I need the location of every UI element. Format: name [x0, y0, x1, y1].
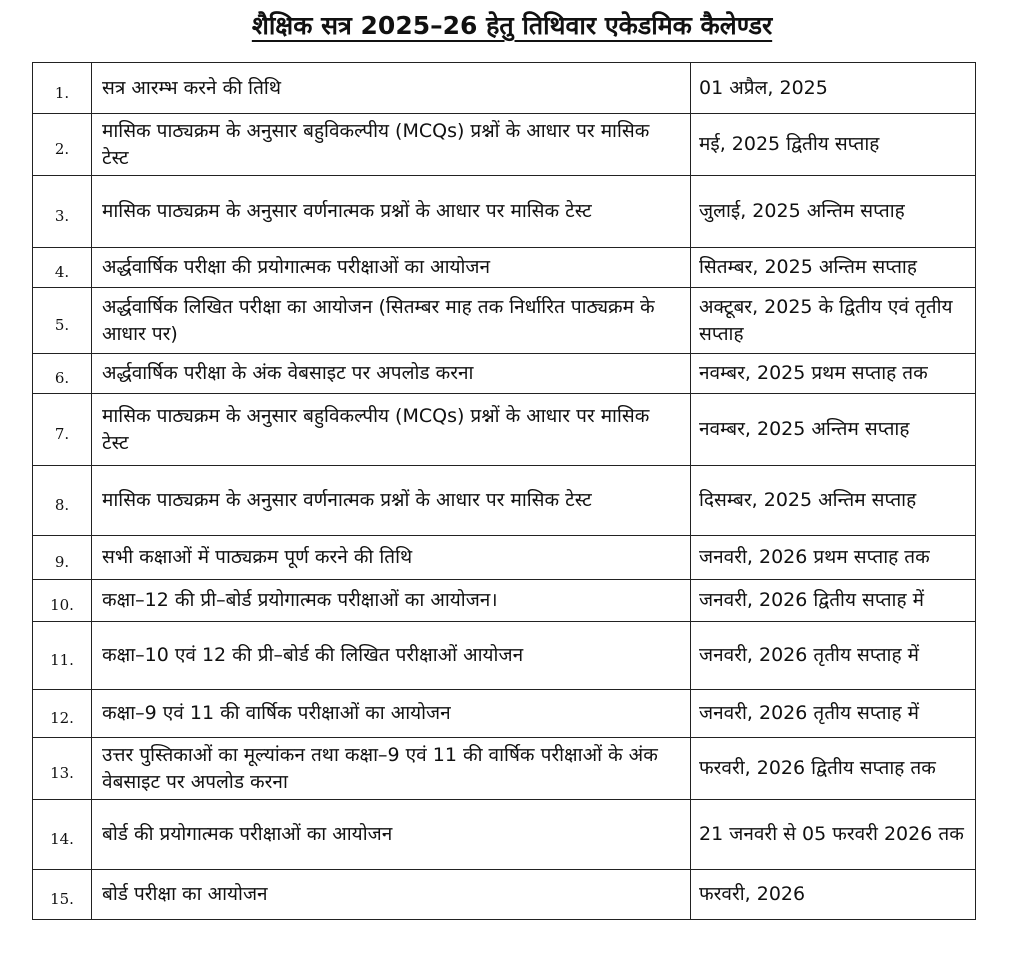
table-row [33, 288, 976, 354]
date-cell: नवम्बर, 2025 अन्तिम सप्ताह [691, 394, 976, 466]
table-row [33, 690, 976, 738]
date-cell: 21 जनवरी से 05 फरवरी 2026 तक [691, 800, 976, 870]
activity-cell: कक्षा–10 एवं 12 की प्री–बोर्ड की लिखित परीक्षाओं आयोजन [92, 622, 691, 690]
activity-cell: अर्द्धवार्षिक परीक्षा के अंक वेबसाइट पर अपलोड करना [92, 354, 691, 394]
activity-cell: कक्षा–12 की प्री–बोर्ड प्रयोगात्मक परीक्षाओं का आयोजन। [92, 580, 691, 622]
row-number: 7. [33, 394, 92, 466]
row-number: 14. [33, 800, 92, 870]
table-row [33, 394, 976, 466]
row-number: 12. [33, 690, 92, 738]
table-row [33, 622, 976, 690]
row-number: 10. [33, 580, 92, 622]
table-row [33, 114, 976, 176]
date-cell: फरवरी, 2026 द्वितीय सप्ताह तक [691, 738, 976, 800]
row-number: 8. [33, 466, 92, 536]
row-number: 6. [33, 354, 92, 394]
activity-cell: मासिक पाठ्यक्रम के अनुसार वर्णनात्मक प्रश्नों के आधार पर मासिक टेस्ट [92, 466, 691, 536]
activity-cell: मासिक पाठ्यक्रम के अनुसार वर्णनात्मक प्रश्नों के आधार पर मासिक टेस्ट [92, 176, 691, 248]
date-cell: सितम्बर, 2025 अन्तिम सप्ताह [691, 248, 976, 288]
date-cell: नवम्बर, 2025 प्रथम सप्ताह तक [691, 354, 976, 394]
activity-cell: कक्षा–9 एवं 11 की वार्षिक परीक्षाओं का आयोजन [92, 690, 691, 738]
activity-cell: अर्द्धवार्षिक लिखित परीक्षा का आयोजन (सितम्बर माह तक निर्धारित पाठ्यक्रम के आधार पर) [92, 288, 691, 354]
row-number: 5. [33, 288, 92, 354]
table-row [33, 738, 976, 800]
page-title [0, 8, 1024, 42]
date-cell: दिसम्बर, 2025 अन्तिम सप्ताह [691, 466, 976, 536]
table-row [33, 536, 976, 580]
date-cell: अक्टूबर, 2025 के द्वितीय एवं तृतीय सप्ताह [691, 288, 976, 354]
activity-cell: सत्र आरम्भ करने की तिथि [92, 63, 691, 114]
date-cell: फरवरी, 2026 [691, 870, 976, 920]
table-row [33, 176, 976, 248]
table-row [33, 870, 976, 920]
row-number: 9. [33, 536, 92, 580]
date-cell: जनवरी, 2026 प्रथम सप्ताह तक [691, 536, 976, 580]
date-cell: जनवरी, 2026 तृतीय सप्ताह में [691, 622, 976, 690]
date-cell: मई, 2025 द्वितीय सप्ताह [691, 114, 976, 176]
table-row [33, 63, 976, 114]
table-row [33, 354, 976, 394]
calendar-body [33, 63, 976, 920]
page-title-text: शैक्षिक सत्र 2025–26 हेतु तिथिवार एकेडमिक कैलेण्डर [251, 11, 773, 40]
table-row [33, 466, 976, 536]
activity-cell: मासिक पाठ्यक्रम के अनुसार बहुविकल्पीय (MCQs) प्रश्नों के आधार पर मासिक टेस्ट [92, 114, 691, 176]
date-cell: जनवरी, 2026 तृतीय सप्ताह में [691, 690, 976, 738]
row-number: 13. [33, 738, 92, 800]
date-cell: जुलाई, 2025 अन्तिम सप्ताह [691, 176, 976, 248]
date-cell: जनवरी, 2026 द्वितीय सप्ताह में [691, 580, 976, 622]
table-row [33, 800, 976, 870]
row-number: 4. [33, 248, 92, 288]
activity-cell: बोर्ड की प्रयोगात्मक परीक्षाओं का आयोजन [92, 800, 691, 870]
academic-calendar-table [32, 62, 976, 920]
activity-cell: अर्द्धवार्षिक परीक्षा की प्रयोगात्मक परीक्षाओं का आयोजन [92, 248, 691, 288]
row-number: 1. [33, 63, 92, 114]
row-number: 11. [33, 622, 92, 690]
table-row [33, 580, 976, 622]
activity-cell: सभी कक्षाओं में पाठ्यक्रम पूर्ण करने की तिथि [92, 536, 691, 580]
row-number: 3. [33, 176, 92, 248]
activity-cell: मासिक पाठ्यक्रम के अनुसार बहुविकल्पीय (MCQs) प्रश्नों के आधार पर मासिक टेस्ट [92, 394, 691, 466]
row-number: 15. [33, 870, 92, 920]
table-row [33, 248, 976, 288]
activity-cell: उत्तर पुस्तिकाओं का मूल्यांकन तथा कक्षा–9 एवं 11 की वार्षिक परीक्षाओं के अंक वेबसाइट पर अपलोड करना [92, 738, 691, 800]
activity-cell: बोर्ड परीक्षा का आयोजन [92, 870, 691, 920]
row-number: 2. [33, 114, 92, 176]
date-cell: 01 अप्रैल, 2025 [691, 63, 976, 114]
